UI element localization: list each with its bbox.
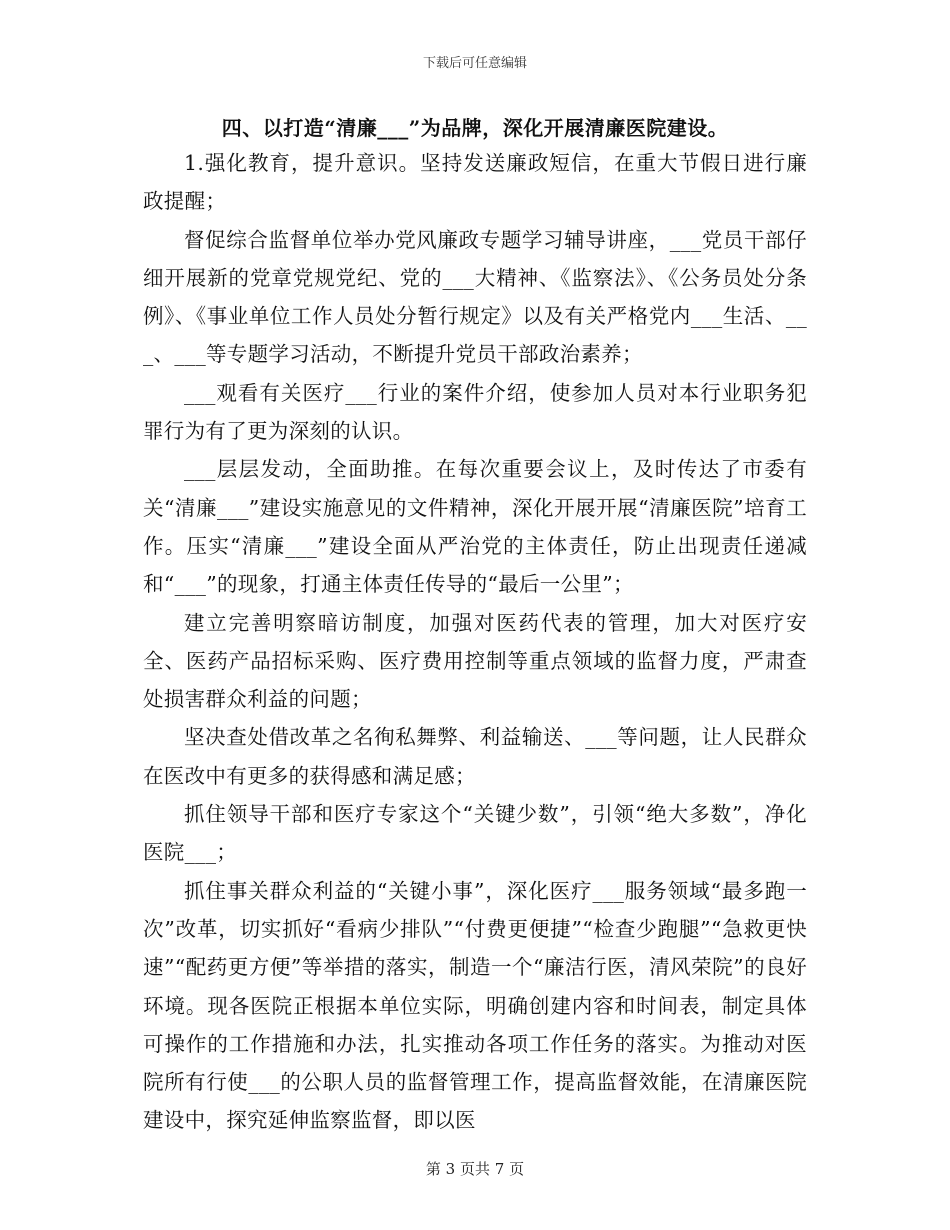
paragraph-1: 1.强化教育，提升意识。坚持发送廉政短信，在重大节假日进行廉政提醒；: [143, 151, 807, 214]
paragraph-5: 建立完善明察暗访制度，加强对医药代表的管理，加大对医疗安全、医药产品招标采购、医疗费用控制等重点领域的监督力度，严肃查处损害群众利益的问题；: [143, 610, 807, 712]
paragraph-4: ___层层发动，全面助推。在每次重要会议上，及时传达了市委有关“清廉___”建设实施意见的文件精神，深化开展开展“清廉医院”培育工作。压实“清廉___”建设全面从严治党的主体责任，防止出现责任递减和“___”的现象，打通主体责任传导的“最后一公里”；: [143, 457, 807, 597]
paragraph-3: ___观看有关医疗___行业的案件介绍，使参加人员对本行业职务犯罪行为有了更为深刻的认识。: [143, 380, 807, 444]
paragraph-2: 督促综合监督单位举办党风廉政专题学习辅导讲座，___党员干部仔细开展新的党章党规党纪、党的___大精神、《监察法》、《公务员处分条例》、《事业单位工作人员处分暂行规定》以及有关严格党内___生活、___、___等专题学习活动，不断提升党员干部政治素养；: [143, 227, 807, 367]
paragraph-7: 抓住领导干部和医疗专家这个“关键少数”，引领“绝大多数”，净化医院___；: [143, 802, 807, 865]
page-header-note: 下载后可任意编辑: [422, 56, 527, 71]
document-body: [143, 112, 807, 1140]
page-number: 第 3 页共 7 页: [425, 1160, 525, 1178]
paragraph-8: 抓住事关群众利益的“关键小事”，深化医疗___服务领域“最多跑一次”改革，切实抓好“看病少排队”“付费更便捷”“检查少跑腿”“急救更快速”“配药更方便”等举措的落实，制造一个“廉洁行医，清风荣院”的良好环境。现各医院正根据本单位实际，明确创建内容和时间表，制定具体可操作的工作措施和办法，扎实推动各项工作任务的落实。为推动对医院所有行使___的公职人员的监督管理工作，提高监督效能，在清廉医院建设中，探究延伸监察监督，即以医: [143, 878, 807, 1133]
paragraph-6: 坚决查处借改革之名徇私舞弊、利益输送、___等问题，让人民群众在医改中有更多的获得感和满足感；: [143, 725, 807, 788]
section-heading: 四、以打造“清廉___”为品牌，深化开展清廉医院建设。: [221, 116, 729, 140]
